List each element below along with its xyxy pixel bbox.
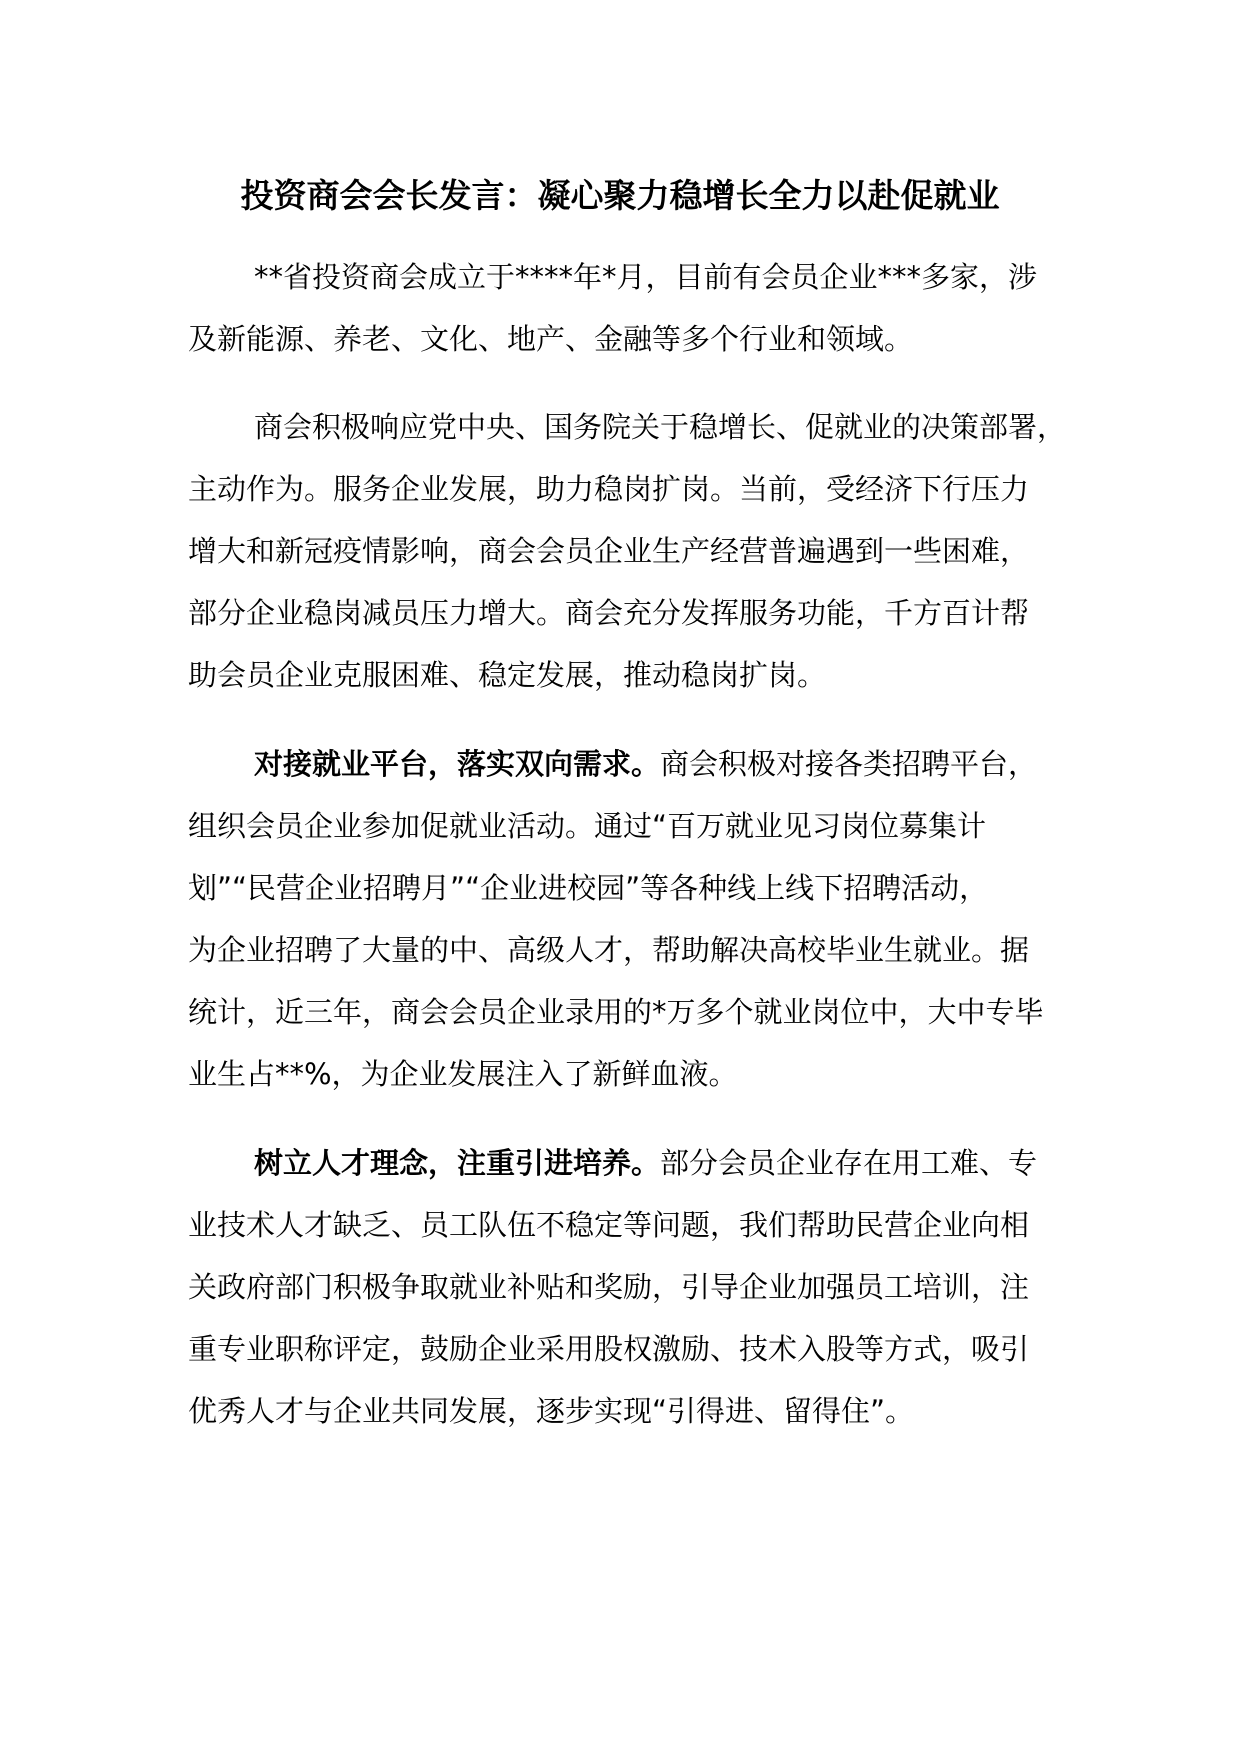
paragraph-line: 部分企业稳岗减员压力增大。商会充分发挥服务功能，千方百计帮 (188, 596, 1030, 630)
paragraph-line: 划”“民营企业招聘月”“企业进校园”等各种线上线下招聘活动， (188, 871, 989, 905)
paragraph-line: 为企业招聘了大量的中、高级人才，帮助解决高校毕业生就业。据 (188, 933, 1030, 967)
document-title: 投资商会会长发言：凝心聚力稳增长全力以赴促就业 (240, 176, 1000, 215)
paragraph-talent-concept (188, 1132, 1068, 1442)
paragraph-line: 及新能源、养老、文化、地产、金融等多个行业和领域。 (188, 322, 914, 356)
paragraph-line: 增大和新冠疫情影响，商会会员企业生产经营普遍遇到一些困难， (188, 534, 1030, 568)
paragraph-lead-heading: 树立人才理念，注重引进培养。 (254, 1146, 661, 1180)
paragraph-founding (188, 246, 1068, 370)
paragraph-line: **省投资商会成立于****年*月，目前有会员企业***多家，涉 (254, 260, 1038, 294)
paragraph-line-text: 商会积极对接各类招聘平台， (660, 747, 1038, 781)
paragraph-line: 重专业职称评定，鼓励企业采用股权激励、技术入股等方式，吸引 (188, 1332, 1030, 1366)
paragraph-response (188, 396, 1068, 706)
paragraph-employment-platform (188, 733, 1068, 1105)
paragraph-first-line (188, 1132, 1068, 1194)
paragraph-line-text: 部分会员企业存在用工难、专 (660, 1146, 1038, 1180)
paragraph-line: 主动作为。服务企业发展，助力稳岗扩岗。当前，受经济下行压力 (188, 472, 1030, 506)
paragraph-line: 业技术人才缺乏、员工队伍不稳定等问题，我们帮助民营企业向相 (188, 1208, 1030, 1242)
paragraph-lead-heading: 对接就业平台，落实双向需求。 (254, 747, 661, 781)
paragraph-first-line (188, 733, 1068, 795)
paragraph-line: 优秀人才与企业共同发展，逐步实现“引得进、留得住”。 (188, 1394, 915, 1428)
paragraph-line: 关政府部门积极争取就业补贴和奖励，引导企业加强员工培训，注 (188, 1270, 1030, 1304)
paragraph-line: 组织会员企业参加促就业活动。通过“百万就业见习岗位募集计 (188, 809, 987, 843)
paragraph-line: 业生占**%，为企业发展注入了新鲜血液。 (188, 1057, 738, 1091)
paragraph-line: 助会员企业克服困难、稳定发展，推动稳岗扩岗。 (188, 658, 827, 692)
paragraph-line: 统计，近三年，商会会员企业录用的*万多个就业岗位中，大中专毕 (188, 995, 1044, 1029)
paragraph-line: 商会积极响应党中央、国务院关于稳增长、促就业的决策部署， (254, 410, 1067, 444)
